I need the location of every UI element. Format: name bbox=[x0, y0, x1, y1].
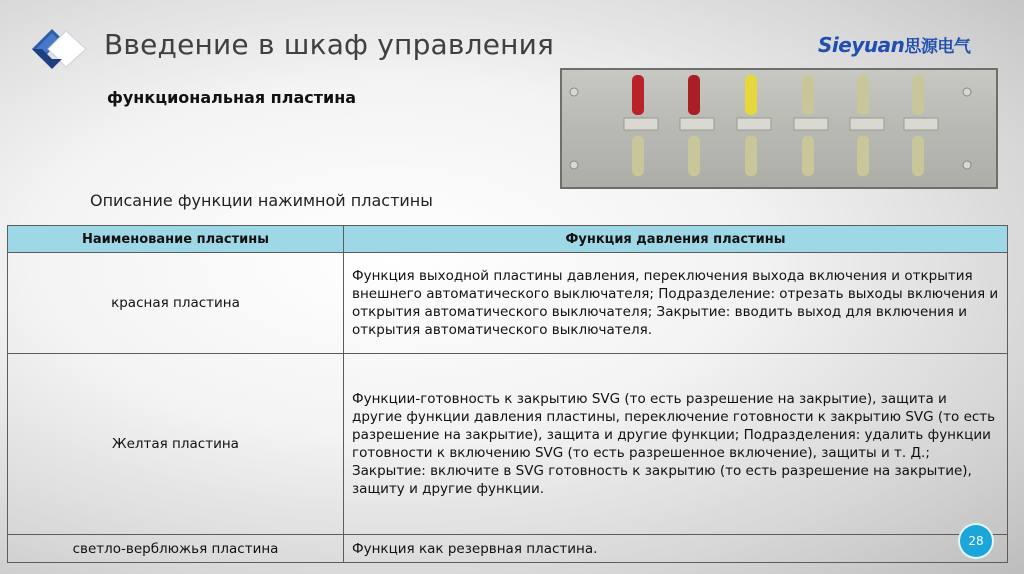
table-caption: Описание функции нажимной пластины bbox=[90, 191, 433, 210]
plate-name: красная пластина bbox=[8, 253, 344, 354]
plates-illustration bbox=[562, 70, 996, 187]
section-subtitle: функциональная пластина bbox=[107, 88, 357, 107]
table-row bbox=[8, 253, 1008, 354]
table-row bbox=[8, 354, 1008, 535]
company-logo bbox=[26, 24, 90, 74]
red-plates bbox=[632, 75, 700, 115]
plate-functions-table bbox=[7, 225, 1008, 563]
plate-name: светло-верблюжья пластина bbox=[8, 535, 344, 563]
plate-function: Функция выходной пластины давления, переключения выхода включения и открытия внешнего автоматического выключателя; Подразделение: отрезать выходы включения и открытия автоматического выключателя; Закрытие: вводить выход для включения и открытия автоматического выключателя. bbox=[344, 253, 1008, 354]
brand-latin: Sieyuan bbox=[818, 33, 905, 57]
plate-labels bbox=[624, 118, 938, 130]
column-header-function: Функция давления пластины bbox=[344, 226, 1008, 253]
plate-function: Функции-готовность к закрытию SVG (то есть разрешение на закрытие), защита и другие функции давления пластины, переключение готовности к закрытию SVG (то есть разрешение на закрытие), защита и другие функции; Подразделения: удалить функции готовности к включению SVG (то есть разрешенное включение), защиты и т. Д.; Закрытие: включите в SVG готовность к закрытию (то есть разрешение на закрытие), защиту и другие функции. bbox=[344, 354, 1008, 535]
slide-title: Введение в шкаф управления bbox=[104, 28, 555, 61]
table-row bbox=[8, 535, 1008, 563]
pressure-plates-photo bbox=[560, 68, 998, 189]
plate-name: Желтая пластина bbox=[8, 354, 344, 535]
table-header-row bbox=[8, 226, 1008, 253]
column-header-name: Наименование пластины bbox=[8, 226, 344, 253]
brand-chinese: 思源电气 bbox=[904, 37, 971, 57]
yellow-plates bbox=[745, 75, 757, 115]
page-number-badge: 28 bbox=[960, 525, 992, 557]
plate-function: Функция как резервная пластина. bbox=[344, 535, 1008, 563]
brand-logo bbox=[818, 32, 970, 57]
